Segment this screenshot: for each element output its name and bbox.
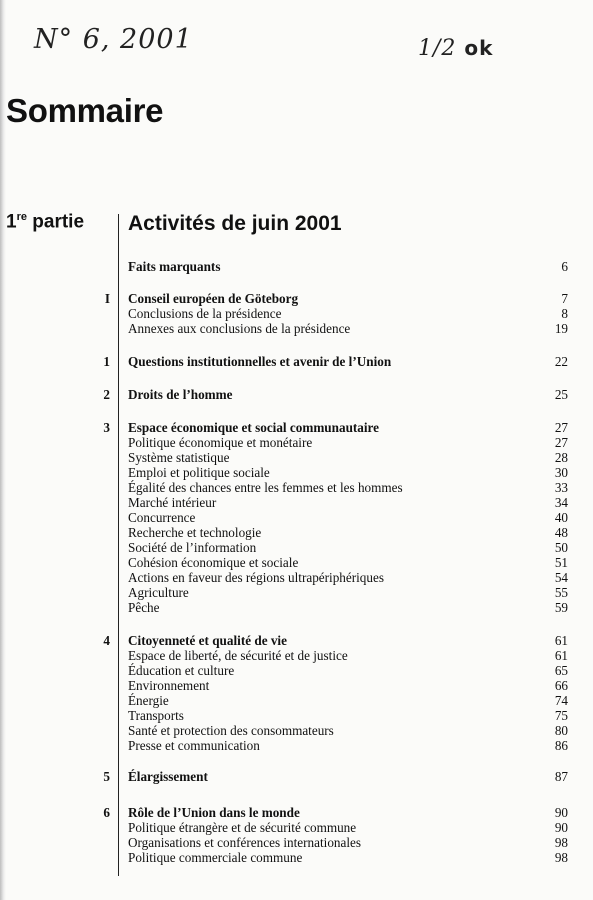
toc-heading-row[interactable] (0, 805, 593, 820)
toc-entry-label: Droits de l’homme (128, 387, 233, 402)
toc-heading-row[interactable] (0, 259, 593, 274)
toc-page-number: 54 (554, 570, 568, 585)
toc-page-number: 80 (554, 723, 568, 738)
toc-page-number: 19 (554, 321, 568, 336)
toc-page-number: 61 (554, 648, 568, 663)
chapter-number: 6 (103, 805, 110, 820)
toc-heading-row[interactable] (0, 354, 593, 369)
toc-page-number: 55 (554, 585, 568, 600)
toc-entry-label: Égalité des chances entre les femmes et les hommes (128, 480, 403, 495)
toc-entry-label: Politique commerciale commune (128, 850, 303, 865)
toc-entry-row[interactable] (0, 708, 593, 723)
toc-entry-row[interactable] (0, 540, 593, 555)
toc-entry-label: Agriculture (128, 585, 189, 600)
part-label (6, 211, 84, 233)
toc-entry-row[interactable] (0, 495, 593, 510)
toc-entry-label: Éducation et culture (128, 663, 235, 678)
toc-entry-row[interactable] (0, 525, 593, 540)
toc-group (0, 387, 593, 402)
toc-entry-label: Faits marquants (128, 259, 221, 274)
toc-page-number: 98 (554, 835, 568, 850)
toc-entry-label: Recherche et technologie (128, 525, 262, 540)
toc-page-number: 22 (554, 354, 568, 369)
chapter-number: 5 (103, 769, 110, 784)
toc-entry-label: Politique étrangère et de sécurité commune (128, 820, 357, 835)
toc-entry-label: Énergie (128, 693, 169, 708)
toc-entry-row[interactable] (0, 678, 593, 693)
toc-page-number: 30 (554, 465, 568, 480)
toc-page-number: 59 (554, 600, 568, 615)
toc-entry-label: Citoyenneté et qualité de vie (128, 633, 287, 648)
toc-entry-label: Questions institutionnelles et avenir de l’Union (128, 354, 392, 369)
page-title: Sommaire (6, 92, 164, 129)
toc-entry-label: Actions en faveur des régions ultrapériphériques (128, 570, 384, 585)
toc-entry-label: Organisations et conférences internationales (128, 835, 362, 850)
toc-entry-label: Marché intérieur (128, 495, 217, 510)
handwritten-fraction: 1/2 (418, 36, 457, 61)
toc-heading-row[interactable] (0, 420, 593, 435)
toc-entry-row[interactable] (0, 648, 593, 663)
toc-page-number: 98 (554, 850, 568, 865)
section-title: Activités de juin 2001 (128, 212, 342, 235)
toc-heading-row[interactable] (0, 291, 593, 306)
toc-page-number: 90 (554, 805, 568, 820)
toc-entry-row[interactable] (0, 321, 593, 336)
toc-entry-row[interactable] (0, 850, 593, 865)
toc-entry-row[interactable] (0, 585, 593, 600)
toc-group (0, 420, 593, 615)
toc-entry-label: Pêche (128, 600, 160, 615)
toc-entry-label: Conclusions de la présidence (128, 306, 282, 321)
toc-entry-label: Société de l’information (128, 540, 257, 555)
toc-page-number: 28 (554, 450, 568, 465)
toc-page-number: 65 (554, 663, 568, 678)
handwritten-ok-note (418, 36, 493, 61)
toc-page-number: 75 (554, 708, 568, 723)
toc-page-number: 74 (554, 693, 568, 708)
toc-entry-label: Conseil européen de Göteborg (128, 291, 299, 306)
toc-entry-label: Emploi et politique sociale (128, 465, 270, 480)
toc-group (0, 354, 593, 369)
chapter-number: I (104, 291, 110, 306)
part-ordinal-suffix: re (16, 211, 27, 223)
handwritten-issue-number: N° 6, 2001 (34, 24, 193, 55)
toc-entry-label: Espace économique et social communautaire (128, 420, 380, 435)
handwritten-ok: ok (464, 36, 494, 60)
chapter-number: 3 (103, 420, 110, 435)
toc-heading-row[interactable] (0, 387, 593, 402)
toc-group (0, 259, 593, 274)
toc-entry-label: Système statistique (128, 450, 230, 465)
toc-page-number: 61 (554, 633, 568, 648)
toc-entry-label: Cohésion économique et sociale (128, 555, 299, 570)
toc-page-number: 66 (554, 678, 568, 693)
toc-entry-row[interactable] (0, 693, 593, 708)
toc-heading-row[interactable] (0, 769, 593, 784)
toc-entry-row[interactable] (0, 570, 593, 585)
chapter-number: 1 (103, 354, 110, 369)
toc-page-number: 90 (554, 820, 568, 835)
toc-entry-label: Espace de liberté, de sécurité et de justice (128, 648, 348, 663)
toc-page-number: 40 (554, 510, 568, 525)
toc-entry-label: Élargissement (128, 769, 208, 784)
part-word: partie (32, 211, 85, 233)
toc-page-number: 33 (554, 480, 568, 495)
toc-heading-row[interactable] (0, 633, 593, 648)
toc-group (0, 769, 593, 784)
toc-entry-label: Presse et communication (128, 738, 260, 753)
part-number: 1 (6, 211, 17, 233)
toc-page-number: 86 (554, 738, 568, 753)
toc-page-number: 27 (554, 435, 568, 450)
toc-entry-label: Santé et protection des consommateurs (128, 723, 334, 738)
toc-entry-row[interactable] (0, 738, 593, 753)
toc-page-number: 48 (554, 525, 568, 540)
toc-page-number: 27 (554, 420, 568, 435)
toc-entry-label: Transports (128, 708, 184, 723)
toc-entry-row[interactable] (0, 480, 593, 495)
toc-entry-row[interactable] (0, 820, 593, 835)
toc-entry-label: Concurrence (128, 510, 196, 525)
toc-entry-row[interactable] (0, 663, 593, 678)
chapter-number: 4 (103, 633, 110, 648)
toc-entry-row[interactable] (0, 723, 593, 738)
toc-entry-row[interactable] (0, 450, 593, 465)
toc-page-number: 8 (561, 306, 568, 321)
toc-entry-label: Rôle de l’Union dans le monde (128, 805, 300, 820)
toc-entry-row[interactable] (0, 306, 593, 321)
toc-entry-row[interactable] (0, 435, 593, 450)
toc-group (0, 633, 593, 753)
toc-page-number: 25 (554, 387, 568, 402)
toc-page-number: 50 (554, 540, 568, 555)
toc-entry-row[interactable] (0, 555, 593, 570)
toc-page-number: 87 (554, 769, 568, 784)
toc-page-number: 51 (554, 555, 568, 570)
toc-entry-label: Annexes aux conclusions de la présidence (128, 321, 351, 336)
toc-page-number: 6 (561, 259, 568, 274)
toc-group (0, 291, 593, 336)
toc-entry-row[interactable] (0, 510, 593, 525)
toc-entry-label: Environnement (128, 678, 210, 693)
toc-entry-row[interactable] (0, 835, 593, 850)
toc-page-number: 34 (554, 495, 568, 510)
toc-entry-label: Politique économique et monétaire (128, 435, 313, 450)
toc-group (0, 805, 593, 865)
chapter-number: 2 (103, 387, 110, 402)
toc-entry-row[interactable] (0, 465, 593, 480)
toc-page-number: 7 (561, 291, 568, 306)
toc-entry-row[interactable] (0, 600, 593, 615)
